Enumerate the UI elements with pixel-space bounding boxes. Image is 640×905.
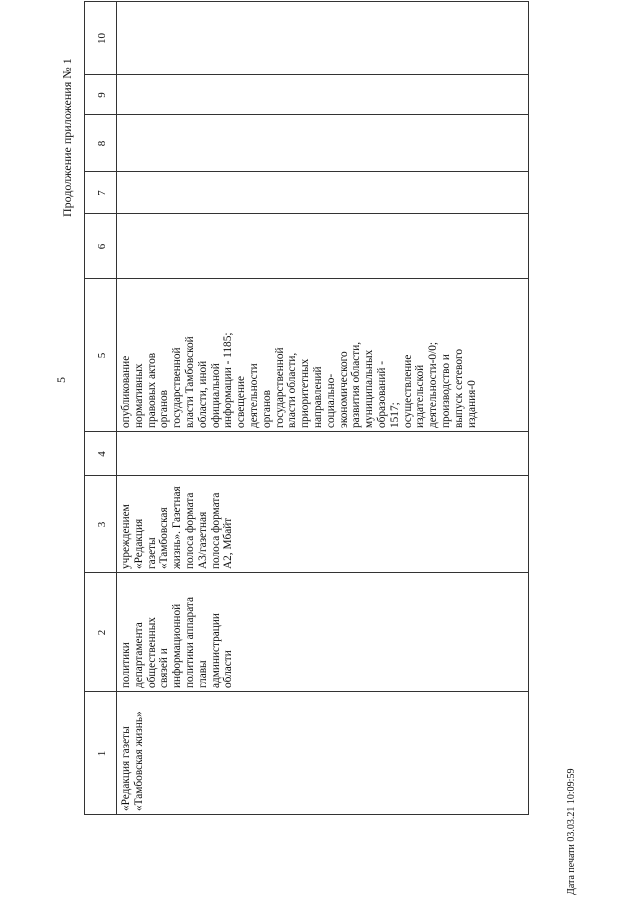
table-cell-line: А2, Мбайт [222, 517, 235, 569]
column-number-5: 5 [96, 352, 108, 359]
table-cell-line: учреждением [120, 504, 132, 569]
table-cell-line: осуществление [401, 354, 414, 428]
table-cell-line: нормативных [132, 363, 145, 428]
column-number-7: 7 [96, 190, 108, 196]
table-cell-line: общественных [145, 617, 158, 688]
table-cell-line: департамента [132, 622, 145, 688]
table-cell-line: полоса формата [183, 492, 196, 569]
cell-service-unit [120, 477, 235, 569]
table-cell-line: власти Тамбовской [183, 336, 196, 428]
table-cell-line: издания-0 [465, 380, 478, 428]
column-divider [84, 691, 529, 692]
column-divider [84, 572, 529, 573]
table-cell-line: информационной [171, 603, 184, 688]
table-cell-line: официальной [209, 363, 222, 428]
table-cell-line: «Тамбовская жизнь» [132, 711, 145, 811]
table-cell-line: образований - [375, 360, 388, 428]
header-row-divider [116, 1, 117, 815]
table-cell-line: опубликование [120, 355, 132, 428]
table-cell-line: «Редакция [132, 518, 145, 569]
cell-activity-description [120, 281, 478, 428]
table-cell-line: 1517; [388, 402, 401, 428]
table-cell-line: производство и [439, 354, 452, 428]
table-cell-line: политики [120, 642, 132, 688]
column-divider [84, 114, 529, 115]
table-cell-line: области [222, 650, 235, 688]
table-cell-line: деятельности-0/0; [427, 341, 440, 428]
table-cell-line: освещение [235, 375, 248, 428]
table-cell-line: газеты [145, 537, 158, 569]
table-cell-line: социально- [324, 373, 337, 428]
table-cell-line: жизнь». Газетная [171, 486, 184, 569]
appendix-continuation-label: Продолжение приложения № 1 [60, 58, 74, 217]
table-cell-line: деятельности [247, 363, 260, 428]
table-cell-line: «Редакция газеты [120, 726, 132, 811]
column-divider [84, 475, 529, 476]
table-cell-line: развития области, [350, 341, 363, 428]
table-cell-line: политики аппарата [183, 597, 196, 688]
table-cell-line: связей и [158, 648, 171, 688]
table-cell-line: приоритетных [299, 358, 312, 428]
table-cell-line: государственной [171, 347, 184, 428]
column-number-10: 10 [96, 33, 108, 44]
table-cell-line: экономического [337, 351, 350, 428]
table-cell-line: «Тамбовская [158, 507, 171, 569]
column-number-8: 8 [96, 140, 108, 147]
table-cell-line: администрации [209, 613, 222, 688]
table-cell-line: главы [196, 660, 209, 688]
column-number-1: 1 [96, 750, 108, 757]
cell-founder-department [120, 575, 235, 688]
table-top-border [84, 1, 85, 815]
table-cell-line [146, 281, 159, 428]
table-cell-line: области, иной [196, 360, 209, 428]
table-cell-line: органов [260, 390, 273, 428]
column-divider [84, 171, 529, 172]
print-date-stamp: Дата печати 03.03.21 10:09:59 [566, 768, 577, 895]
column-divider [84, 431, 529, 432]
table-cell-line: муниципальных [363, 349, 376, 428]
table-bottom-border [528, 1, 529, 815]
table-cell-line: органов [158, 390, 171, 428]
column-divider [84, 1, 529, 2]
page-number: 5 [54, 377, 68, 383]
cell-institution-name [120, 695, 146, 811]
column-divider [84, 278, 529, 279]
table-cell-line: направлений [311, 366, 324, 428]
table-cell-line: полоса формата [209, 492, 222, 569]
column-divider [84, 213, 529, 214]
column-number-4: 4 [96, 451, 108, 457]
table-cell-line: выпуск сетевого [452, 349, 465, 428]
table-cell-line: информации - 1185; [222, 332, 235, 428]
column-divider [84, 814, 529, 815]
column-divider [84, 74, 529, 75]
column-number-2: 2 [96, 629, 108, 636]
table-cell-line: правовых актов [145, 352, 158, 428]
table-cell-line: издательской [414, 364, 427, 428]
table-cell-line: А3/газетная [196, 511, 209, 569]
column-number-6: 6 [96, 243, 108, 250]
column-number-9: 9 [96, 92, 108, 98]
table-cell-line: власти области, [286, 352, 299, 428]
column-number-3: 3 [96, 521, 108, 528]
table-cell-line: государственной [273, 347, 286, 428]
